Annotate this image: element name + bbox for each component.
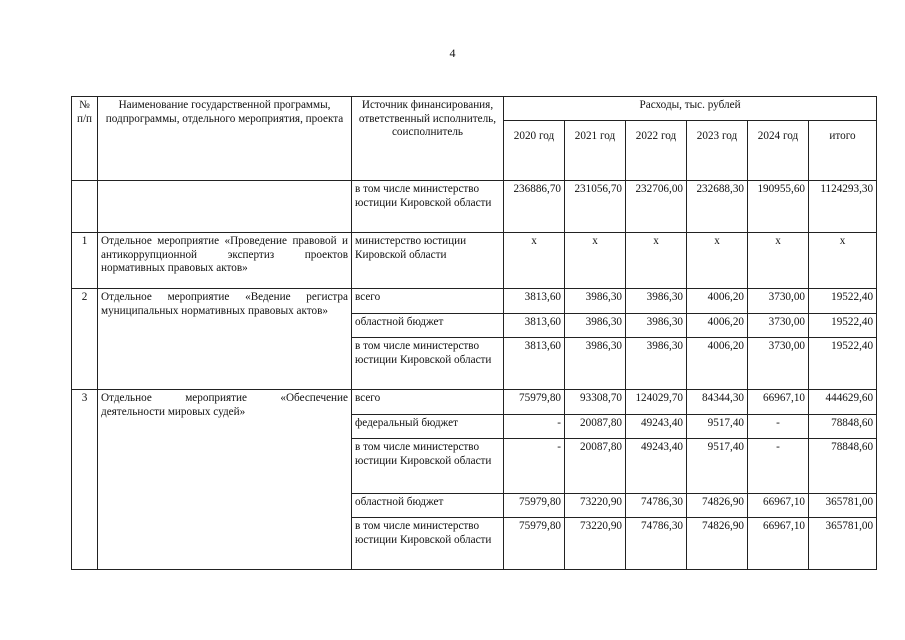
row-source: в том числе министерство юстиции Кировской области [352, 518, 504, 570]
row-value: 75979,80 [504, 390, 565, 415]
table-row [72, 390, 877, 415]
row-value: 49243,40 [626, 415, 687, 439]
row-source: в том числе министерство юстиции Кировской области [352, 338, 504, 390]
row-source: министерство юстиции Кировской области [352, 233, 504, 289]
row-source: в том числе министерство юстиции Кировской области [352, 439, 504, 494]
row-source: федеральный бюджет [352, 415, 504, 439]
row-value: 4006,20 [687, 289, 748, 314]
row-value: 84344,30 [687, 390, 748, 415]
row-value: x [504, 233, 565, 289]
row-total: 78848,60 [809, 415, 877, 439]
row-value: - [748, 439, 809, 494]
row-name: Отдельное мероприятие «Проведение правовой и антикоррупционной экспертиз проектов нормативных правовых актов» [98, 233, 352, 289]
row-value: 3986,30 [565, 338, 626, 390]
row-value: 74786,30 [626, 494, 687, 518]
row-num: 3 [72, 390, 98, 570]
row-value: 75979,80 [504, 494, 565, 518]
row-value: 73220,90 [565, 494, 626, 518]
row-source: областной бюджет [352, 494, 504, 518]
row-source: всего [352, 289, 504, 314]
header-name: Наименование государственной программы, подпрограммы, отдельного мероприятия, проекта [98, 97, 352, 181]
row-total: 444629,60 [809, 390, 877, 415]
row-value: 3730,00 [748, 314, 809, 338]
row-name: Отдельное мероприятие «Ведение регистра муниципальных нормативных правовых актов» [98, 289, 352, 390]
header-source: Источник финансирования, ответственный исполнитель, соисполнитель [352, 97, 504, 181]
row-total: 365781,00 [809, 494, 877, 518]
table-row [72, 289, 877, 314]
row-value: 3986,30 [565, 289, 626, 314]
header-year: 2024 год [748, 121, 809, 181]
row-value: 66967,10 [748, 390, 809, 415]
row-value: 93308,70 [565, 390, 626, 415]
header-num: № п/п [72, 97, 98, 181]
row-value: 3813,60 [504, 289, 565, 314]
row-value: 9517,40 [687, 415, 748, 439]
row-value: 20087,80 [565, 439, 626, 494]
row-value: 66967,10 [748, 518, 809, 570]
row-value: - [748, 415, 809, 439]
row-value: 74826,90 [687, 494, 748, 518]
row-total: 365781,00 [809, 518, 877, 570]
row-value: 74786,30 [626, 518, 687, 570]
header-total: итого [809, 121, 877, 181]
row-value: 190955,60 [748, 181, 809, 233]
row-num [72, 181, 98, 233]
row-value: 3986,30 [626, 338, 687, 390]
row-value: 236886,70 [504, 181, 565, 233]
row-num: 2 [72, 289, 98, 390]
table-row [72, 233, 877, 289]
row-value: 66967,10 [748, 494, 809, 518]
header-year: 2021 год [565, 121, 626, 181]
row-value: 124029,70 [626, 390, 687, 415]
row-value: x [626, 233, 687, 289]
row-value: 73220,90 [565, 518, 626, 570]
table-row [72, 181, 877, 233]
row-value: x [748, 233, 809, 289]
row-total: 19522,40 [809, 338, 877, 390]
row-value: 3813,60 [504, 338, 565, 390]
row-value: - [504, 415, 565, 439]
row-value: 4006,20 [687, 338, 748, 390]
row-value: 3986,30 [626, 314, 687, 338]
row-value: 20087,80 [565, 415, 626, 439]
row-value: 3730,00 [748, 289, 809, 314]
row-value: 231056,70 [565, 181, 626, 233]
header-year: 2020 год [504, 121, 565, 181]
row-name [98, 181, 352, 233]
row-value: 3986,30 [626, 289, 687, 314]
header-expenses: Расходы, тыс. рублей [504, 97, 877, 121]
row-value: 4006,20 [687, 314, 748, 338]
row-total: 19522,40 [809, 314, 877, 338]
row-value: x [565, 233, 626, 289]
row-value: 74826,90 [687, 518, 748, 570]
row-source: областной бюджет [352, 314, 504, 338]
budget-table [71, 96, 877, 570]
row-total: 19522,40 [809, 289, 877, 314]
row-value: 3730,00 [748, 338, 809, 390]
row-value: 232706,00 [626, 181, 687, 233]
row-source: в том числе министерство юстиции Кировской области [352, 181, 504, 233]
row-value: x [687, 233, 748, 289]
row-total: 1124293,30 [809, 181, 877, 233]
page-number: 4 [449, 46, 456, 60]
row-value: 3813,60 [504, 314, 565, 338]
row-source: всего [352, 390, 504, 415]
row-value: 75979,80 [504, 518, 565, 570]
row-value: - [504, 439, 565, 494]
row-value: 49243,40 [626, 439, 687, 494]
header-year: 2022 год [626, 121, 687, 181]
row-value: 9517,40 [687, 439, 748, 494]
row-name: Отдельное мероприятие «Обеспечение деятельности мировых судей» [98, 390, 352, 570]
header-year: 2023 год [687, 121, 748, 181]
row-num: 1 [72, 233, 98, 289]
row-total: 78848,60 [809, 439, 877, 494]
row-value: 3986,30 [565, 314, 626, 338]
row-value: 232688,30 [687, 181, 748, 233]
row-total: x [809, 233, 877, 289]
